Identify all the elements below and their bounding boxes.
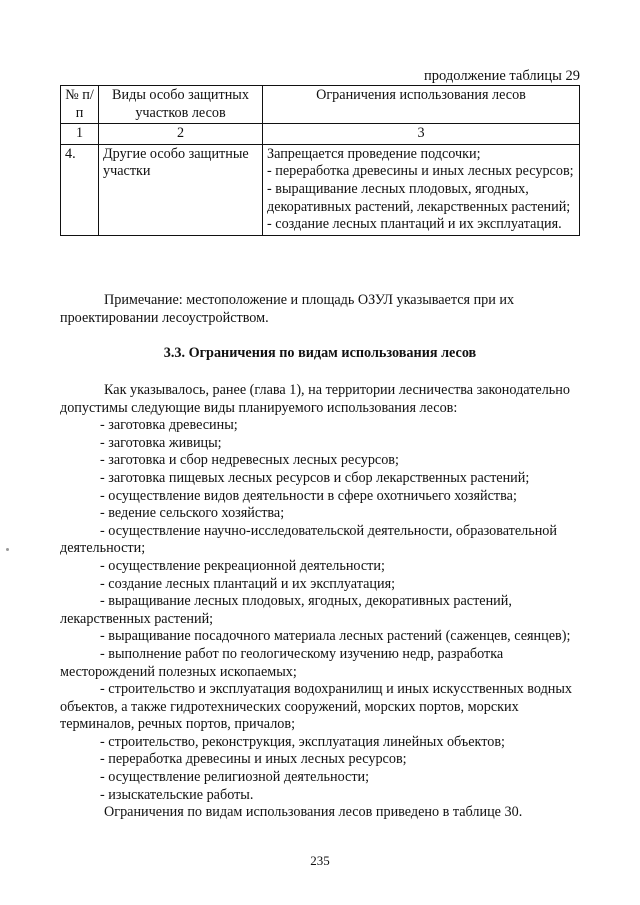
scan-dot (6, 548, 9, 551)
list-item: - заготовка и сбор недревесных лесных ресурсов; (100, 452, 399, 469)
section-body (60, 382, 582, 822)
row-number: 4. (61, 144, 99, 235)
list-item: - выполнение работ по геологическому изучению недр, разработка месторождений полезных ископаемых; (60, 645, 504, 680)
row-area-type: Другие особо защитные участки (99, 144, 263, 235)
row-restrictions (263, 144, 580, 235)
list-item: - выращивание посадочного материала лесных растений (саженцев, сеянцев); (100, 628, 571, 645)
restriction-line: - создание лесных плантаций и их эксплуатация. (267, 216, 562, 233)
list-item: - осуществление рекреационной деятельности; (100, 557, 385, 574)
section-heading: 3.3. Ограничения по видам использования лесов (163, 345, 477, 361)
list-item: - осуществление видов деятельности в сфере охотничьего хозяйства; (100, 487, 517, 504)
header-restrictions: Ограничения использования лесов (263, 86, 580, 124)
list-item: - изыскательские работы. (100, 786, 254, 803)
restriction-line: Запрещается проведение подсочки; (267, 145, 481, 162)
page-number: 235 (310, 853, 330, 868)
list-item: - переработка древесины и иных лесных ресурсов; (100, 751, 407, 768)
table-header-row (61, 86, 580, 124)
usage-list (60, 417, 582, 804)
restriction-line: - выращивание лесных плодовых, ягодных, декоративных растений, лекарственных растений; (267, 180, 571, 215)
list-item: - строительство, реконструкция, эксплуатация линейных объектов; (100, 733, 505, 750)
list-item: - строительство и эксплуатация водохранилищ и иных искусственных водных объектов, а также гидротехнических сооружений, морских портов, морских терминалов, речных портов, причалов; (60, 681, 573, 733)
list-item: - осуществление религиозной деятельности; (100, 769, 370, 786)
list-item: - заготовка пищевых лесных ресурсов и сбор лекарственных растений; (100, 469, 530, 486)
header-number: № п/п (61, 86, 99, 124)
restrictions-table (60, 85, 580, 236)
list-item: - заготовка живицы; (100, 434, 222, 451)
column-number: 1 (61, 124, 99, 145)
restriction-line: - переработка древесины и иных лесных ресурсов; (267, 163, 574, 180)
list-item: - выращивание лесных плодовых, ягодных, декоративных растений, лекарственных растений; (60, 593, 512, 627)
header-area-type: Виды особо защитных участков лесов (99, 86, 263, 124)
column-number: 2 (99, 124, 263, 145)
table-continuation-label: продолжение таблицы 29 (424, 68, 580, 84)
list-item: - ведение сельского хозяйства; (100, 505, 285, 522)
list-item: - осуществление научно-исследовательской деятельности, образовательной деятельности; (60, 522, 557, 557)
column-number: 3 (263, 124, 580, 145)
closing-paragraph: Ограничения по видам использования лесов приведено в таблице 30. (104, 804, 523, 821)
column-number-row (61, 124, 580, 145)
list-item: - создание лесных плантаций и их эксплуатация; (100, 575, 396, 592)
intro-paragraph: Как указывалось, ранее (глава 1), на территории лесничества законодательно допустимы следующие виды планируемого использования лесов: (60, 382, 570, 416)
table-row (61, 144, 580, 235)
list-item: - заготовка древесины; (100, 417, 238, 434)
table-note: Примечание: местоположение и площадь ОЗУЛ указывается при их проектировании лесоустройством. (60, 292, 515, 326)
